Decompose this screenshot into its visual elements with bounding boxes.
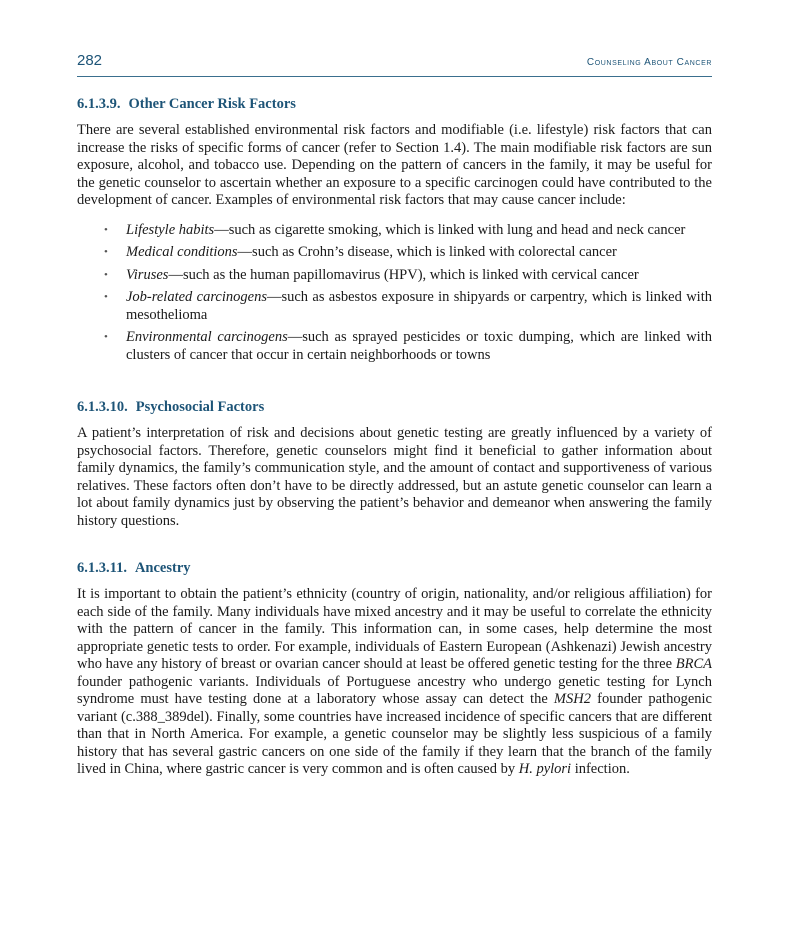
bullet-icon: • — [104, 291, 108, 303]
list-item-term: Environmental carcinogens — [126, 329, 288, 345]
section-psychosocial-factors — [77, 397, 712, 530]
organism-name-h-pylori: H. pylori — [518, 761, 572, 777]
section-number: 6.1.3.10. — [77, 399, 128, 415]
paragraph-text: founder pathogenic variant (c.388_389del). Finally, some countries have increased incidence of specific cancers that are different than that in North America. For example, a genetic counselor may be slightly less suspicious of a family history that has several gastric cancers on one side of the family if they learn that the branch of the family lived in China, where gastric cancer is very common and is often caused by — [77, 691, 712, 777]
section-heading — [77, 94, 712, 114]
bullet-icon: • — [104, 331, 108, 343]
list-item-text: —such as sprayed pesticides or toxic dumping, which are linked with clusters of cancer that occur in certain neighborhoods or towns — [126, 329, 712, 363]
section-title: Ancestry — [134, 560, 191, 576]
running-title: Counseling About Cancer — [586, 57, 712, 68]
list-item-text: —such as Crohn’s disease, which is linked with colorectal cancer — [237, 244, 617, 260]
list-item-term: Job-related carcinogens — [126, 289, 267, 305]
page-number: 282 — [77, 52, 103, 69]
section-number: 6.1.3.11. — [77, 560, 127, 576]
section-other-cancer-risk-factors — [77, 94, 712, 364]
list-item — [104, 244, 712, 262]
list-item-term: Medical conditions — [126, 244, 238, 260]
running-header — [77, 50, 712, 77]
section-heading — [77, 558, 712, 578]
section-ancestry — [77, 558, 712, 779]
gene-name-msh2: MSH2 — [553, 691, 591, 707]
risk-factor-list — [77, 222, 712, 365]
gene-name-brca: BRCA — [675, 656, 712, 672]
page-content — [77, 94, 712, 779]
bullet-icon: • — [104, 223, 108, 236]
body-paragraph — [77, 586, 712, 779]
body-paragraph: A patient’s interpretation of risk and decisions about genetic testing are greatly influenced by a variety of psychosocial factors. Therefore, genetic counselors might find it beneficial to gather information about family dynamics, the family’s communication style, and the amount of contact and supportiveness of various relatives. These factors often don’t have to be directly addressed, but an astute genetic counselor can learn a lot about family dynamics just by observing the patient’s behavior and demeanor when answering the family history questions. — [77, 425, 712, 529]
bullet-icon: • — [104, 246, 108, 258]
list-item — [104, 221, 712, 240]
section-title: Other Cancer Risk Factors — [128, 96, 296, 112]
list-item — [104, 329, 712, 364]
paragraph-text: infection. — [571, 761, 630, 777]
body-paragraph: There are several established environmental risk factors and modifiable (i.e. lifestyle) risk factors that can increase the risks of specific forms of cancer (refer to Section 1.4). The main modifiable risk factors are sun exposure, alcohol, and tobacco use. Depending on the pattern of cancers in the family, it may be useful for the genetic counselor to ascertain whether an exposure to a specific carcinogen could have contributed to the development of cancer. Examples of environmental risk factors that may cause cancer include: — [77, 122, 712, 208]
paragraph-text: It is important to obtain the patient’s ethnicity (country of origin, nationality, and/or religious affiliation) for each side of the family. Many individuals have mixed ancestry and it may be useful to correlate the ethnicity with the pattern of cancer in the family. This information can, in some cases, help determine the most appropriate genetic tests to order. For example, individuals of Eastern European (Ashkenazi) Jewish ancestry who have any history of breast or ovarian cancer should at least be offered genetic testing for the three — [77, 586, 712, 672]
section-spacer — [77, 369, 712, 397]
list-item-term: Lifestyle habits — [126, 221, 215, 238]
section-title: Psychosocial Factors — [135, 399, 265, 415]
list-item — [104, 289, 712, 324]
list-item-text: —such as cigarette smoking, which is linked with lung and head and neck cancer — [214, 221, 686, 238]
paragraph-text: founder pathogenic variants. Individuals of Portuguese ancestry who undergo genetic testing for Lynch syndrome must have testing done at a laboratory whose assay can detect the — [77, 673, 712, 707]
list-item-text: —such as asbestos exposure in shipyards or carpentry, which is linked with mesothelioma — [126, 289, 712, 323]
section-heading — [77, 397, 712, 417]
list-item — [104, 266, 712, 285]
bullet-icon: • — [104, 268, 108, 281]
section-spacer — [77, 530, 712, 558]
section-number: 6.1.3.9. — [77, 96, 121, 112]
list-item-text: —such as the human papillomavirus (HPV), which is linked with cervical cancer — [168, 266, 639, 283]
list-item-term: Viruses — [126, 266, 169, 283]
